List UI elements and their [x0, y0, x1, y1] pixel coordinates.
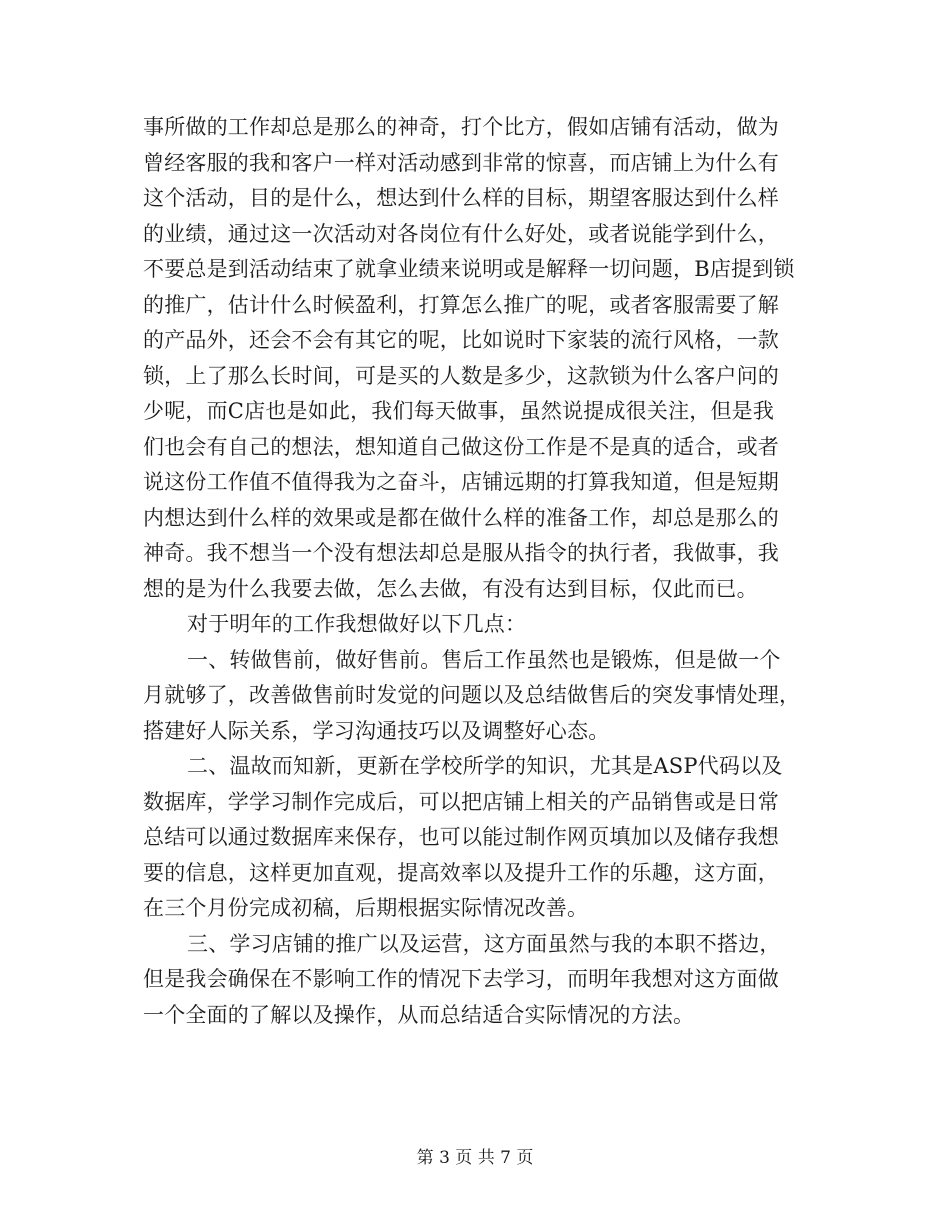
text-line: 总结可以通过数据库来保存，也可以能过制作网页填加以及储存我想 — [143, 825, 779, 849]
text-line: 要的信息，这样更加直观，提高效率以及提升工作的乐趣，这方面， — [143, 860, 779, 885]
text-line: 在三个月份完成初稿，后期根据实际情况改善。 — [143, 896, 589, 920]
text-line: 说这份工作值不值得我为之奋斗，店铺远期的打算我知道，但是短期 — [143, 470, 779, 494]
text-line: 搭建好人际关系，学习沟通技巧以及调整好心态。 — [143, 718, 610, 743]
text-line: 的业绩，通过这一次活动对各岗位有什么好处，或者说能学到什么， — [143, 221, 779, 246]
text-line: 月就够了，改善做售前时发觉的问题以及总结做售后的突发事情处理， — [143, 683, 801, 707]
section-intro: 对于明年的工作我想做好以下几点： — [187, 612, 527, 636]
text-line: 内想达到什么样的效果或是都在做什么样的准备工作，却总是那么的 — [143, 505, 779, 530]
item-3-heading: 三、学习店铺的推广以及运营，这方面虽然与我的本职不搭边， — [187, 931, 781, 956]
text-line: 这个活动，目的是什么，想达到什么样的目标，期望客服达到什么样 — [143, 186, 779, 210]
item-1-heading: 一、转做售前，做好售前。售后工作虽然也是锻炼，但是做一个 — [187, 647, 781, 672]
page-number-footer: 第 3 页 共 7 页 — [416, 1148, 534, 1168]
text-line: 的推广，估计什么时候盈利，打算怎么推广的呢，或者客服需要了解 — [143, 292, 779, 317]
text-line: 不要总是到活动结束了就拿业绩来说明或是解释一切问题，B店提到锁 — [143, 257, 795, 281]
text-line: 想的是为什么我要去做，怎么去做，有没有达到目标，仅此而已。 — [143, 576, 758, 601]
text-line: 少呢，而C店也是如此，我们每天做事，虽然说提成很关注，但是我 — [143, 399, 775, 423]
item-2-heading: 二、温故而知新，更新在学校所学的知识，尤其是ASP代码以及 — [187, 754, 783, 778]
text-line: 事所做的工作却总是那么的神奇，打个比方，假如店铺有活动，做为 — [143, 115, 779, 139]
text-line: 但是我会确保在不影响工作的情况下去学习，而明年我想对这方面做 — [143, 967, 779, 991]
text-line: 神奇。我不想当一个没有想法却总是服从指令的执行者，我做事，我 — [143, 541, 779, 565]
text-line: 一个全面的了解以及操作，从而总结适合实际情况的方法。 — [143, 1002, 695, 1027]
text-line: 的产品外，还会不会有其它的呢，比如说时下家装的流行风格，一款 — [143, 328, 779, 352]
text-line: 们也会有自己的想法，想知道自己做这份工作是不是真的适合，或者 — [143, 434, 779, 459]
text-line: 曾经客服的我和客户一样对活动感到非常的惊喜，而店铺上为什么有 — [143, 150, 779, 175]
text-line: 锁，上了那么长时间，可是买的人数是多少，这款锁为什么客户问的 — [143, 363, 779, 388]
text-line: 数据库，学学习制作完成后，可以把店铺上相关的产品销售或是日常 — [143, 789, 779, 814]
document-body — [143, 110, 813, 1033]
